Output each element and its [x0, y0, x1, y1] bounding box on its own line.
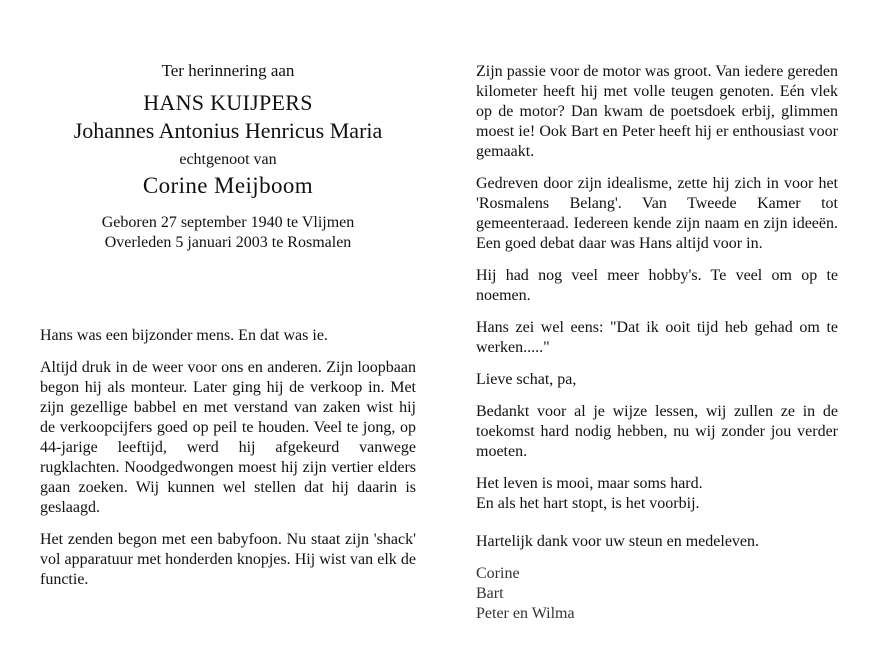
intro-text: Ter herinnering aan: [161, 61, 295, 80]
closing-line-2: En als het hart stopt, is het voorbij.: [476, 495, 700, 512]
deceased-full-name: Johannes Antonius Henricus Maria: [73, 118, 383, 143]
right-paragraph-7: [476, 474, 838, 514]
deceased-name: HANS KUIJPERS: [143, 90, 313, 115]
left-paragraph-1: Hans was een bijzonder mens. En dat was ie.: [40, 327, 328, 344]
signature-3: Peter en Wilma: [476, 605, 575, 622]
signatures: [476, 564, 838, 624]
right-paragraph-2: Gedreven door zijn idealisme, zette hij zich in voor het 'Rosmalens Belang'. Van Tweede Kamer tot gemeenteraad. Iedereen kende zijn naam en zijn ideeën. Een goed debat daar was Hans altijd voor in.: [476, 175, 838, 252]
right-paragraph-6: Bedankt voor al je wijze lessen, wij zullen ze in de toekomst hard nodig hebben, nu wij zonder jou verder moeten.: [476, 403, 838, 460]
thanks-text: Hartelijk dank voor uw steun en medeleven.: [476, 533, 760, 550]
left-paragraph-3: Het zenden begon met een babyfoon. Nu staat zijn 'shack' vol apparatuur met honderden knopjes. Hij wist van elk de functie.: [40, 531, 416, 588]
right-column-text: [476, 62, 838, 624]
right-paragraph-5: Lieve schat, pa,: [476, 371, 577, 388]
left-paragraph-2: Altijd druk in de weer voor ons en anderen. Zijn loopbaan begon hij als monteur. Later ging hij de verkoop in. Met zijn gezellige babbel en met verstand van zaken wist hij de verkoopcijfers goed op peil te houden. Veel te jong, op 44-jarige leeftijd, werd hij afgekeurd vanwege rugklachten. Noodgedwongen moest hij zijn vertier elders gaan zoeken. Wij kunnen wel stellen dat hij daarin is geslaagd.: [40, 359, 416, 516]
birth-date: Geboren 27 september 1940 te Vlijmen: [101, 214, 355, 231]
left-column-text: [40, 326, 416, 602]
signature-2: Bart: [476, 585, 504, 602]
memorial-header: [40, 60, 416, 253]
spouse-label: echtgenoot van: [179, 151, 277, 168]
right-paragraph-3: Hij had nog veel meer hobby's. Te veel om op te noemen.: [476, 267, 838, 304]
spouse-name: Corine Meijboom: [142, 173, 314, 198]
right-paragraph-1: Zijn passie voor de motor was groot. Van iedere gereden kilometer heeft hij met volle teugen genoten. Eén vlek op de motor? Dan kwam de poetsdoek erbij, glimmen moest ie! Ook Bart en Peter heeft hij er enthousiast voor gemaakt.: [476, 63, 838, 160]
life-dates: [40, 213, 416, 253]
closing-line-1: Het leven is mooi, maar soms hard.: [476, 475, 703, 492]
right-paragraph-4: Hans zei wel eens: "Dat ik ooit tijd heb gehad om te werken.....": [476, 319, 838, 356]
signature-1: Corine: [476, 565, 520, 582]
death-date: Overleden 5 januari 2003 te Rosmalen: [104, 234, 352, 251]
